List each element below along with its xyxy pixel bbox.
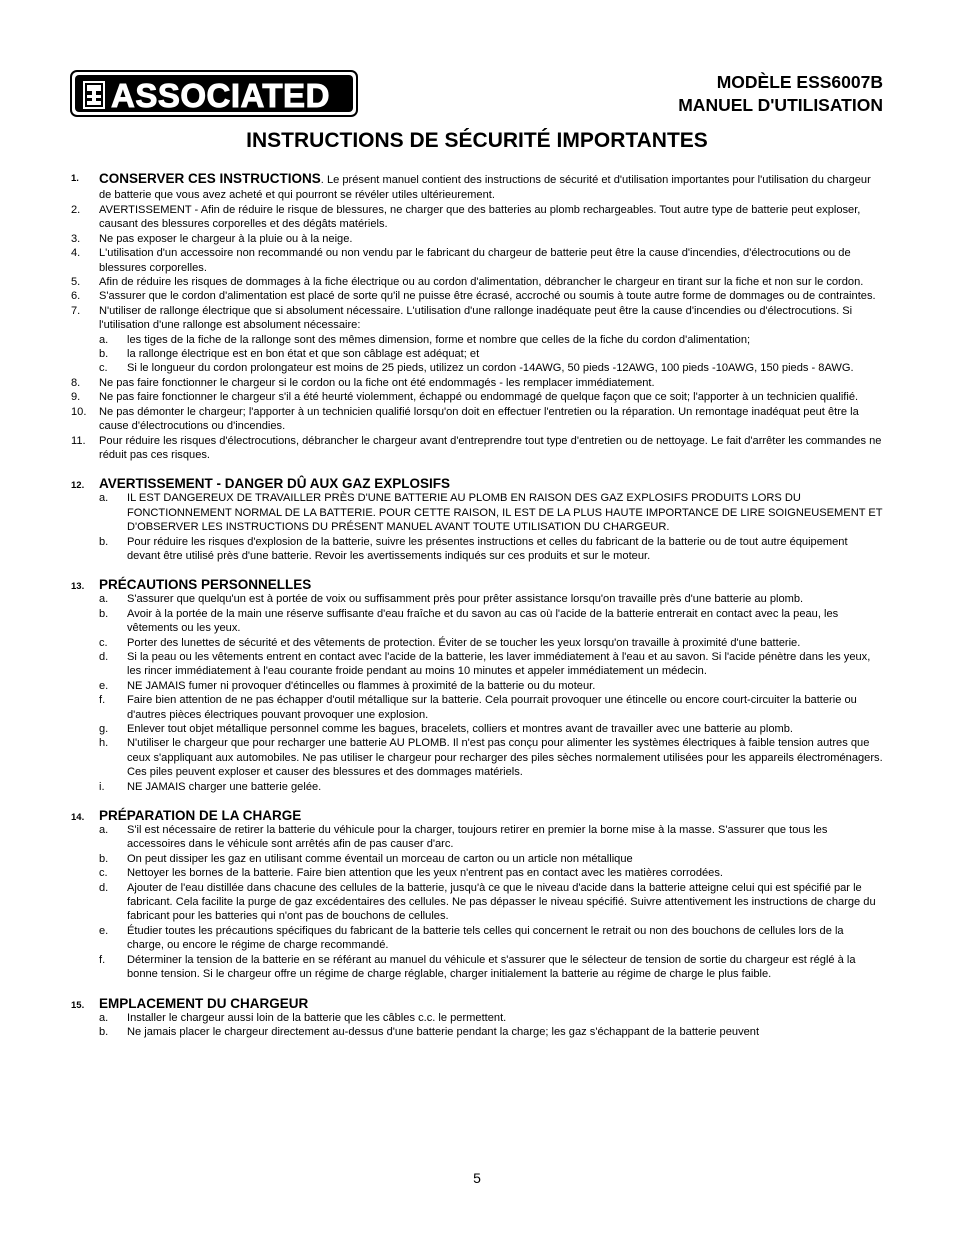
sub-item bbox=[71, 650, 883, 679]
section-number: 12. bbox=[71, 480, 85, 492]
sub-item-text: Déterminer la tension de la batterie en se référant au manuel du véhicule et s'assurer que le sélecteur de tension de sortie du chargeur est réglé à la bonne tension. Si le chargeur offre un régime de charge réglable, charger initialement la batterie au régime de charge le plus faible. bbox=[127, 953, 856, 981]
sub-item-text: Pour réduire les risques d'explosion de la batterie, suivre les présentes instructions et celles du fabricant de la batterie ou de tout autre équipement devant être utilisé près d'une batterie. Revoir les avertissements indiqués sur ces produits et sur le moteur. bbox=[127, 535, 848, 562]
sub-item bbox=[71, 491, 883, 534]
sub-item bbox=[71, 592, 883, 606]
section-heading bbox=[71, 577, 883, 592]
item-text: Ne pas exposer le chargeur à la pluie ou à la neige. bbox=[99, 232, 353, 245]
manual-label: MANUEL D'UTILISATION bbox=[678, 95, 883, 115]
item-number: 5. bbox=[71, 276, 81, 289]
item-number: 11. bbox=[71, 434, 86, 447]
instruction-item bbox=[71, 203, 883, 232]
sub-item-text: N'utiliser le chargeur que pour recharger une batterie AU PLOMB. Il n'est pas conçu pour alimenter les systèmes électriques à faible tension autres que ceux s'appliquant aux automobiles. Ne pas utiliser le chargeur pour recharger des piles sèches normalement utilisées pour les appareils électroménagers. Ces piles peuvent exploser et causer des blessures et des dommages matériels. bbox=[127, 737, 883, 779]
sub-item-letter: a. bbox=[99, 1011, 109, 1024]
sub-item bbox=[71, 347, 883, 361]
instruction-item bbox=[71, 434, 883, 463]
sub-item-letter: g. bbox=[99, 723, 109, 735]
item-number: 10. bbox=[71, 405, 87, 418]
logo-wordmark: ASSOCIATED bbox=[111, 77, 330, 114]
sub-item bbox=[71, 953, 883, 982]
sub-item-letter: b. bbox=[99, 852, 109, 865]
sub-item-text: Si la peau ou les vêtements entrent en contact avec l'acide de la batterie, les laver immédiatement à l'eau et au savon. Si l'acide pénètre dans les yeux, les rincer immédiatement à l'eau courante froide pendant au moins 10 minutes et appeler immédiatement un médecin. bbox=[127, 650, 871, 678]
instruction-item bbox=[71, 289, 883, 303]
item-number: 3. bbox=[71, 232, 81, 245]
sub-item-letter: h. bbox=[99, 737, 109, 750]
sub-item-letter: i. bbox=[99, 780, 105, 793]
sub-item bbox=[71, 780, 883, 794]
sub-item-letter: c. bbox=[99, 867, 108, 880]
instruction-item bbox=[71, 390, 883, 404]
sub-item bbox=[71, 881, 883, 924]
item-number: 9. bbox=[71, 391, 81, 404]
section-title: EMPLACEMENT DU CHARGEUR bbox=[99, 995, 309, 1011]
associated-logo bbox=[70, 70, 358, 117]
item-number: 2. bbox=[71, 204, 81, 216]
item-text: AVERTISSEMENT - Afin de réduire le risque de blessures, ne charger que des batteries au plomb rechargeables. Tout autre type de batterie peut exploser, causant des blessures corporelles et des dégâts matériels. bbox=[99, 204, 861, 231]
model-number: MODÈLE ESS6007B bbox=[716, 72, 883, 92]
sub-item bbox=[71, 636, 883, 650]
item-number: 4. bbox=[71, 247, 81, 260]
sub-item bbox=[71, 823, 883, 852]
sub-item-letter: b. bbox=[99, 535, 109, 548]
sub-item-letter: b. bbox=[99, 1025, 109, 1038]
sub-item-letter: f. bbox=[99, 694, 106, 707]
instruction-item bbox=[71, 246, 883, 275]
item-text: S'assurer que le cordon d'alimentation est placé de sorte qu'il ne puisse être écrasé, accroché ou soumis à toute autre forme de dommages ou de contraintes. bbox=[99, 290, 876, 303]
page-number: 5 bbox=[473, 1170, 481, 1186]
sub-item bbox=[71, 607, 883, 636]
model-block bbox=[678, 71, 883, 117]
sub-item-text: S'il est nécessaire de retirer la batterie du véhicule pour la charger, toujours retirer en premier la borne mise à la masse. S'assurer que tous les accessoires dans le véhicule sont arrêtés afin de pas causer d'arc. bbox=[127, 824, 828, 851]
item-text: N'utiliser de rallonge électrique que si absolument nécessaire. L'utilisation d'une rallonge inadéquate peut être la cause d'incendies ou d'électrocutions. Si l'utilisation d'une rallonge est absolument nécessaire: bbox=[99, 304, 853, 332]
instruction-item bbox=[71, 232, 883, 246]
sub-item bbox=[71, 722, 883, 736]
item-text: . Le présent manuel contient des instructions de sécurité et d'utilisation importantes pour l'utilisation du chargeur de batterie que vous avez acheté et qui pourront se révéler utiles ultérieurement. bbox=[99, 174, 871, 201]
sub-item-text: Si le longueur du cordon prolongateur est moins de 25 pieds, utilizez un cordon -14AWG, 50 pieds -12AWG, 100 pieds -10AWG, 150 pieds - 8AWG. bbox=[127, 362, 854, 375]
sub-item-text: IL EST DANGEREUX DE TRAVAILLER PRÈS D'UNE BATTERIE AU PLOMB EN RAISON DES GAZ EXPLOSIFS PRODUITS LORS DU FONCTIONNEMENT NORMAL DE LA BATTERIE. POUR CETTE RAISON, IL EST DE LA PLUS HAUTE IMPORTANCE DE LIRE SOIGNEUSEMENT ET D'OBSERVER LES INSTRUCTIONS DU PRÉSENT MANUEL AVANT TOUTE UTILISATION DU CHARGEUR. bbox=[127, 492, 883, 534]
sub-item-text: NE JAMAIS charger une batterie gelée. bbox=[127, 780, 322, 793]
sub-item bbox=[71, 924, 883, 953]
item-number: 8. bbox=[71, 376, 81, 389]
sub-item bbox=[71, 693, 883, 722]
sub-item-letter: b. bbox=[99, 607, 109, 620]
sub-item-letter: e. bbox=[99, 679, 109, 692]
section-number: 14. bbox=[71, 812, 85, 824]
sub-item-letter: a. bbox=[99, 333, 109, 346]
instruction-item bbox=[71, 171, 883, 203]
sub-item-text: Étudier toutes les précautions spécifiques du fabricant de la batterie tels celles qui concernent le retrait ou non des bouchons de cellules lors de la charge, ou encore le régime de charge recommandé. bbox=[127, 924, 844, 952]
section-heading bbox=[71, 476, 883, 491]
sub-item-text: On peut dissiper les gaz en utilisant comme éventail un morceau de carton ou un article non métallique bbox=[127, 852, 633, 865]
sub-item-letter: a. bbox=[99, 824, 109, 837]
sub-item bbox=[71, 361, 883, 375]
instruction-item bbox=[71, 376, 883, 390]
sub-item-text: Porter des lunettes de sécurité et des vêtements de protection. Éviter de se toucher les yeux lorsqu'on travaille à proximité d'une batterie. bbox=[127, 636, 801, 649]
item-text: Pour réduire les risques d'électrocutions, débrancher le chargeur avant d'entreprendre tout type d'entretien ou de nettoyage. Le fait d'arrêter les commandes ne réduit pas ces risques. bbox=[99, 434, 882, 461]
sub-item-text: Faire bien attention de ne pas échapper d'outil métallique sur la batterie. Cela pourrait provoquer une étincelle ou encore court-circuiter la batterie ou d'autres pièces électriques pouvant provoquer une explosion. bbox=[127, 694, 857, 721]
instruction-item bbox=[71, 304, 883, 333]
item-text: Ne pas démonter le chargeur; l'apporter à un technicien qualifié lorsqu'on doit en effectuer l'entretien ou la réparation. Un remontage inadéquat peut être la cause d'électrocutions ou d'incendies. bbox=[99, 405, 859, 433]
sub-item-letter: d. bbox=[99, 881, 109, 894]
item-heading: CONSERVER CES INSTRUCTIONS bbox=[99, 171, 321, 186]
section-number: 15. bbox=[71, 999, 85, 1011]
associated-emblem-icon bbox=[83, 81, 105, 109]
sub-item-text: les tiges de la fiche de la rallonge sont des mêmes dimension, forme et nombre que celles de la fiche du cordon d'alimentation; bbox=[127, 333, 751, 346]
sub-item-text: Enlever tout objet métallique personnel comme les bagues, bracelets, colliers et montres avant de travailler avec une batterie au plomb. bbox=[127, 723, 793, 735]
section-number: 13. bbox=[71, 581, 85, 593]
sub-item bbox=[71, 535, 883, 564]
item-text: L'utilisation d'un accessoire non recommandé ou non vendu par le fabricant du chargeur de batterie peut être la cause d'incendies, d'électrocutions ou de blessures corporelles. bbox=[99, 247, 851, 274]
section-title: AVERTISSEMENT - DANGER DÛ AUX GAZ EXPLOSIFS bbox=[99, 476, 451, 492]
item-text: Afin de réduire les risques de dommages à la fiche électrique ou au cordon d'alimentation, débrancher le chargeur en tirant sur la fiche et non sur le cordon. bbox=[99, 276, 864, 289]
item-number: 6. bbox=[71, 290, 81, 303]
sub-item-text: NE JAMAIS fumer ni provoquer d'étincelles ou flammes à proximité de la batterie ou du moteur. bbox=[127, 679, 596, 692]
sub-item-letter: c. bbox=[99, 362, 108, 375]
item-number: 7. bbox=[71, 304, 81, 317]
item-text: Ne pas faire fonctionner le chargeur s'il a été heurté violemment, échappé ou endommagé de quelque façon que ce soit; l'apporter à un technicien qualifié. bbox=[99, 391, 859, 404]
instruction-item bbox=[71, 405, 883, 434]
section-title: PRÉPARATION DE LA CHARGE bbox=[99, 808, 302, 824]
sub-item-text: Avoir à la portée de la main une réserve suffisante d'eau fraîche et du savon au cas où l'acide de la batterie entrerait en contact avec la peau, les vêtements ou les yeux. bbox=[127, 607, 839, 635]
sub-item-letter: c. bbox=[99, 636, 108, 649]
page-title: INSTRUCTIONS DE SÉCURITÉ IMPORTANTES bbox=[246, 129, 708, 152]
sub-item bbox=[71, 852, 883, 866]
sub-item bbox=[71, 333, 883, 347]
sub-item-letter: a. bbox=[99, 492, 109, 505]
instructions-list bbox=[71, 171, 883, 1039]
sub-item-text: Ne jamais placer le chargeur directement au-dessus d'une batterie pendant la charge; les gaz s'échappant de la batterie peuvent bbox=[127, 1025, 760, 1038]
sub-item-text: S'assurer que quelqu'un est à portée de voix ou suffisamment près pour prêter assistance lorsqu'on travaille près d'une batterie au plomb. bbox=[127, 593, 804, 606]
item-number: 1. bbox=[71, 173, 79, 184]
sub-item-letter: d. bbox=[99, 650, 109, 663]
sub-item-text: Nettoyer les bornes de la batterie. Faire bien attention que les yeux n'entrent pas en contact avec les matières corrodées. bbox=[127, 867, 723, 880]
sub-item-letter: e. bbox=[99, 924, 109, 937]
section-title: PRÉCAUTIONS PERSONNELLES bbox=[99, 577, 312, 593]
sub-item-text: Installer le chargeur aussi loin de la batterie que les câbles c.c. le permettent. bbox=[127, 1011, 507, 1024]
sub-item bbox=[71, 866, 883, 880]
sub-item-letter: b. bbox=[99, 348, 109, 361]
item-text: Ne pas faire fonctionner le chargeur si le cordon ou la fiche ont été endommagés - les remplacer immédiatement. bbox=[99, 376, 655, 389]
instruction-item bbox=[71, 275, 883, 289]
sub-item bbox=[71, 1025, 883, 1039]
sub-item bbox=[71, 1011, 883, 1025]
sub-item-text: Ajouter de l'eau distillée dans chacune des cellules de la batterie, jusqu'à ce que le niveau d'acide dans la batterie atteigne celui qui est spécifié par le fabricant. Cela facilite la purge de gaz excédentaires des cellules. Ne pas dépasser le niveau spécifié. Suivre attentivement les instructions de charge du fabricant pour les batteries qui n'ont pas de bouchons de cellules. bbox=[127, 881, 876, 923]
sub-item-letter: f. bbox=[99, 953, 106, 966]
section-heading bbox=[71, 808, 883, 823]
section-heading bbox=[71, 996, 883, 1011]
sub-item bbox=[71, 736, 883, 779]
sub-item-text: la rallonge électrique est en bon état et que son câblage est adéquat; et bbox=[127, 348, 480, 361]
sub-item-letter: a. bbox=[99, 593, 109, 606]
sub-item bbox=[71, 679, 883, 693]
